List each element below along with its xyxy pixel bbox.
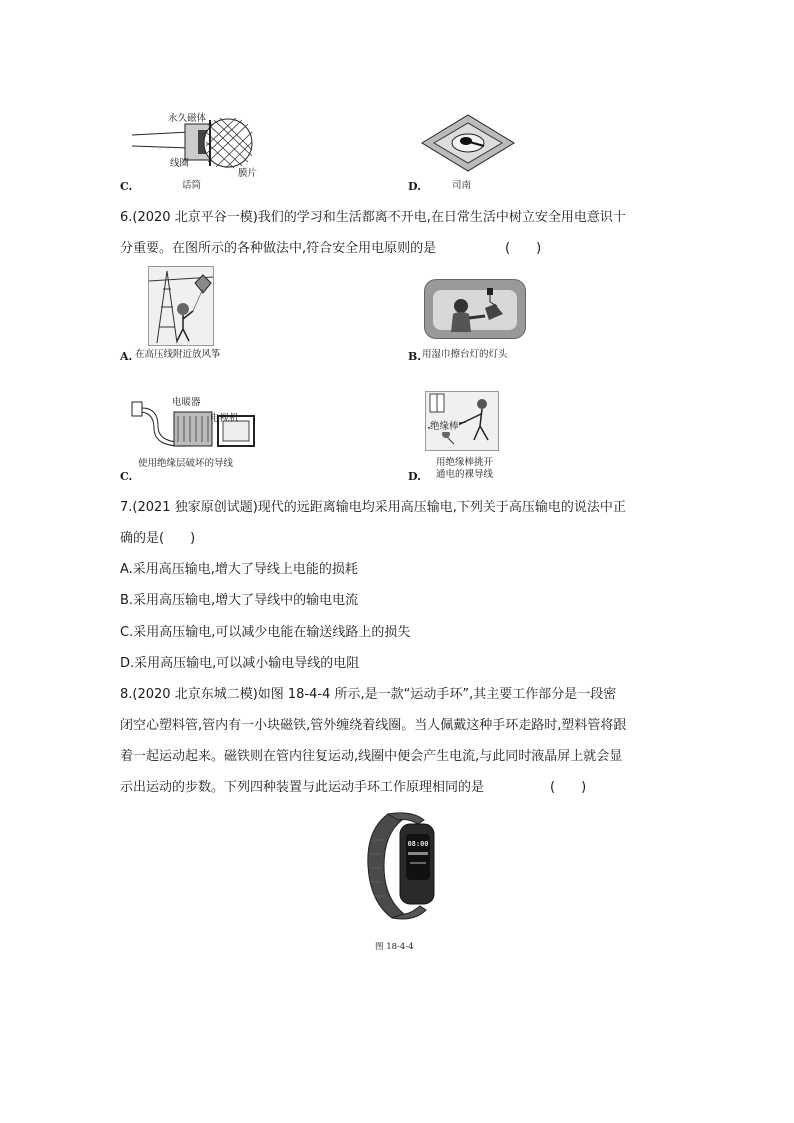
q5-option-d-caption: 司南 bbox=[452, 180, 472, 191]
figure-fitness-band bbox=[362, 810, 442, 922]
q5-option-d-label: D. bbox=[408, 180, 421, 193]
label-tv: 电视机 bbox=[210, 413, 239, 424]
q6-option-d-caption-1: 用绝缘棒挑开 bbox=[436, 457, 494, 468]
q8-stem-line2: 闭空心塑料管,管内有一小块磁铁,管外缠绕着线圈。当人佩戴这种手环走路时,塑料管将跟 bbox=[120, 718, 627, 733]
q7-stem-line2: 确的是( ) bbox=[120, 531, 196, 546]
q5-option-c-caption: 话筒 bbox=[182, 180, 202, 191]
q8-stem-line3: 着一起运动起来。磁铁则在管内往复运动,线圈中便会产生电流,与此同时液晶屏上就会显 bbox=[120, 749, 623, 764]
q6-option-c-label: C. bbox=[120, 470, 133, 483]
q6-option-a-label: A. bbox=[120, 350, 133, 363]
q7-option-b: B.采用高压输电,增大了导线中的输电电流 bbox=[120, 593, 359, 608]
q6-option-a-caption: 在高压线附近放风筝 bbox=[135, 349, 221, 360]
figure-kite-power-line bbox=[148, 266, 214, 346]
label-heater: 电暖器 bbox=[172, 397, 201, 408]
label-membrane: 膜片 bbox=[238, 168, 258, 179]
q6-option-c-caption: 使用绝缘层破坏的导线 bbox=[138, 458, 234, 469]
label-insulating-rod: 绝缘棒 bbox=[430, 418, 459, 432]
figure-wet-cloth-lamp bbox=[424, 279, 526, 339]
q6-answer-paren: ( ) bbox=[505, 241, 542, 256]
q8-figure-caption: 图 18-4-4 bbox=[375, 942, 414, 952]
q6-option-b-label: B. bbox=[408, 350, 422, 363]
q8-stem-line4: 示出运动的步数。下列四种装置与此运动手环工作原理相同的是 bbox=[120, 780, 485, 795]
q7-stem-line1: 7.(2021 独家原创试题)现代的远距离输电均采用高压输电,下列关于高压输电的说法中正 bbox=[120, 500, 626, 515]
q7-option-a: A.采用高压输电,增大了导线上电能的损耗 bbox=[120, 562, 358, 577]
q6-option-d-label: D. bbox=[408, 470, 421, 483]
band-screen-time: 08:00 bbox=[407, 840, 429, 848]
q8-stem-line1: 8.(2020 北京东城二模)如图 18-4-4 所示,是一款“运动手环”,其主要工作部分是一段密 bbox=[120, 687, 617, 702]
q7-option-c: C.采用高压输电,可以减少电能在输送线路上的损失 bbox=[120, 625, 411, 640]
q6-stem-line1: 6.(2020 北京平谷一模)我们的学习和生活都离不开电,在日常生活中树立安全用电意识十 bbox=[120, 210, 626, 225]
label-permanent-magnet: 永久磁体 bbox=[168, 113, 207, 124]
q8-answer-paren: ( ) bbox=[550, 780, 587, 795]
q6-stem-line2: 分重要。在图所示的各种做法中,符合安全用电原则的是 bbox=[120, 241, 437, 256]
q5-option-c-label: C. bbox=[120, 180, 133, 193]
q6-option-b-caption: 用湿巾擦台灯的灯头 bbox=[422, 349, 508, 360]
q7-option-d: D.采用高压输电,可以减小输电导线的电阻 bbox=[120, 656, 360, 671]
label-coil: 线圈 bbox=[170, 158, 190, 169]
q6-option-d-caption-2: 通电的裸导线 bbox=[436, 469, 494, 480]
figure-compass-sinan bbox=[418, 113, 518, 173]
